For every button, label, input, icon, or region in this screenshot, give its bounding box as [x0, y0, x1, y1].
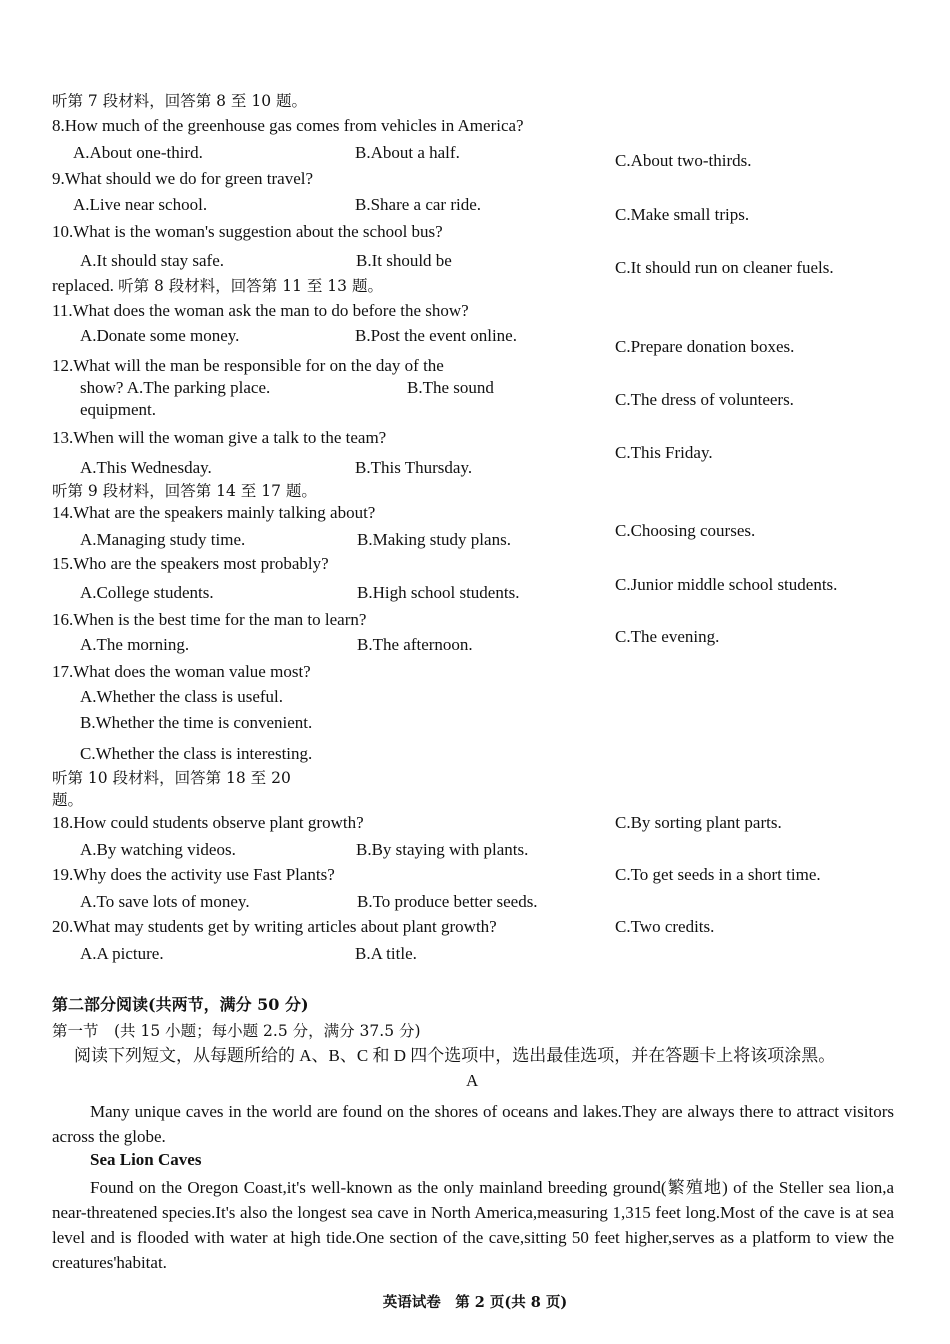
q10-option-c: C.It should run on cleaner fuels.: [615, 258, 834, 277]
section-10-header-cont: 题。: [52, 791, 84, 809]
q17-option-b: B.Whether the time is convenient.: [80, 713, 313, 732]
q11-option-b: B.Post the event online.: [355, 326, 517, 345]
q12-option-b-cont: equipment.: [80, 400, 157, 419]
q13-option-a: A.This Wednesday.: [80, 458, 212, 477]
passage-body: Found on the Oregon Coast,it's well-known as the only mainland breeding ground(繁殖地) of the Steller sea lion,a near-threatened species.It's also the longest sea cave in North America,measuring 1,315 feet long.Most of the cave is at sea level and is flooded with water at high tide.One section of the cave,sitting 50 feet higher,serves as a platform to view the creatures'habitat.: [52, 1178, 894, 1272]
question-9: 9.What should we do for green travel?: [52, 169, 314, 188]
q18-option-b: B.By staying with plants.: [356, 840, 529, 859]
q20-option-a: A.A picture.: [80, 944, 164, 963]
q18-option-c: C.By sorting plant parts.: [615, 813, 782, 832]
page-footer: 英语试卷 第 2 页(共 8 页): [382, 1294, 568, 1311]
question-15: 15.Who are the speakers most probably?: [52, 554, 329, 573]
q15-option-b: B.High school students.: [357, 583, 520, 602]
question-18: 18.How could students observe plant growth?: [52, 813, 364, 832]
section-8-header: 听第 8 段材料，回答第 11 至 13 题。: [118, 277, 383, 295]
q9-option-a: A.Live near school.: [73, 195, 208, 214]
q14-option-c: C.Choosing courses.: [615, 521, 756, 540]
passage-intro: Many unique caves in the world are found on the shores of oceans and lakes.They are always there to attract visitors across the globe.: [52, 1102, 894, 1146]
question-12-cont: show? A.The parking place.: [80, 378, 271, 397]
q9-option-b: B.Share a car ride.: [355, 195, 482, 214]
q8-option-b: B.About a half.: [355, 143, 460, 162]
section-1-title: 第一节 (共 15 小题；每小题 2.5 分，满分 37.5 分): [52, 1022, 421, 1040]
question-13: 13.When will the woman give a talk to the team?: [52, 428, 387, 447]
q19-option-c: C.To get seeds in a short time.: [615, 865, 821, 884]
q19-option-a: A.To save lots of money.: [80, 892, 250, 911]
section-10-header: 听第 10 段材料，回答第 18 至 20: [52, 769, 291, 787]
part-2-title: 第二部分阅读(共两节，满分 50 分): [52, 995, 309, 1014]
question-19: 19.Why does the activity use Fast Plants?: [52, 865, 335, 884]
q11-option-c: C.Prepare donation boxes.: [615, 337, 795, 356]
question-10: 10.What is the woman's suggestion about the school bus?: [52, 222, 443, 241]
q16-option-b: B.The afternoon.: [357, 635, 473, 654]
section-7-header: 听第 7 段材料，回答第 8 至 10 题。: [52, 92, 308, 110]
section-9-header: 听第 9 段材料，回答第 14 至 17 题。: [52, 482, 317, 500]
question-12: 12.What will the man be responsible for on the day of the: [52, 356, 444, 375]
passage-letter: A: [466, 1071, 479, 1090]
q8-option-a: A.About one-third.: [73, 143, 203, 162]
q14-option-a: A.Managing study time.: [80, 530, 246, 549]
question-20: 20.What may students get by writing articles about plant growth?: [52, 917, 497, 936]
q10-option-a: A.It should stay safe.: [80, 251, 225, 270]
q10-option-b-continuation: replaced.: [52, 276, 114, 295]
reading-instruction: 阅读下列短文，从每题所给的 A、B、C 和 D 四个选项中，选出最佳选项，并在答题卡上将该项涂黑。: [74, 1046, 836, 1065]
q20-option-c: C.Two credits.: [615, 917, 715, 936]
q10-option-b-cont: [52, 276, 383, 296]
question-16: 16.When is the best time for the man to learn?: [52, 610, 367, 629]
q14-option-b: B.Making study plans.: [357, 530, 511, 549]
q16-option-a: A.The morning.: [80, 635, 190, 654]
question-8: 8.How much of the greenhouse gas comes from vehicles in America?: [52, 116, 524, 135]
q11-option-a: A.Donate some money.: [80, 326, 240, 345]
question-11: 11.What does the woman ask the man to do before the show?: [52, 301, 469, 320]
q9-option-c: C.Make small trips.: [615, 205, 750, 224]
q8-option-c: C.About two-thirds.: [615, 151, 752, 170]
q13-option-c: C.This Friday.: [615, 443, 713, 462]
question-14: 14.What are the speakers mainly talking about?: [52, 503, 376, 522]
q15-option-a: A.College students.: [80, 583, 214, 602]
q17-option-a: A.Whether the class is useful.: [80, 687, 283, 706]
q17-option-c: C.Whether the class is interesting.: [80, 744, 313, 763]
q10-option-b: B.It should be: [356, 251, 452, 270]
question-17: 17.What does the woman value most?: [52, 662, 311, 681]
q15-option-c: C.Junior middle school students.: [615, 575, 838, 594]
q19-option-b: B.To produce better seeds.: [357, 892, 538, 911]
q16-option-c: C.The evening.: [615, 627, 720, 646]
q12-option-b: B.The sound: [407, 378, 494, 397]
q18-option-a: A.By watching videos.: [80, 840, 236, 859]
passage-subtitle: Sea Lion Caves: [90, 1150, 202, 1169]
q13-option-b: B.This Thursday.: [355, 458, 473, 477]
q20-option-b: B.A title.: [355, 944, 417, 963]
q12-option-c: C.The dress of volunteers.: [615, 390, 794, 409]
